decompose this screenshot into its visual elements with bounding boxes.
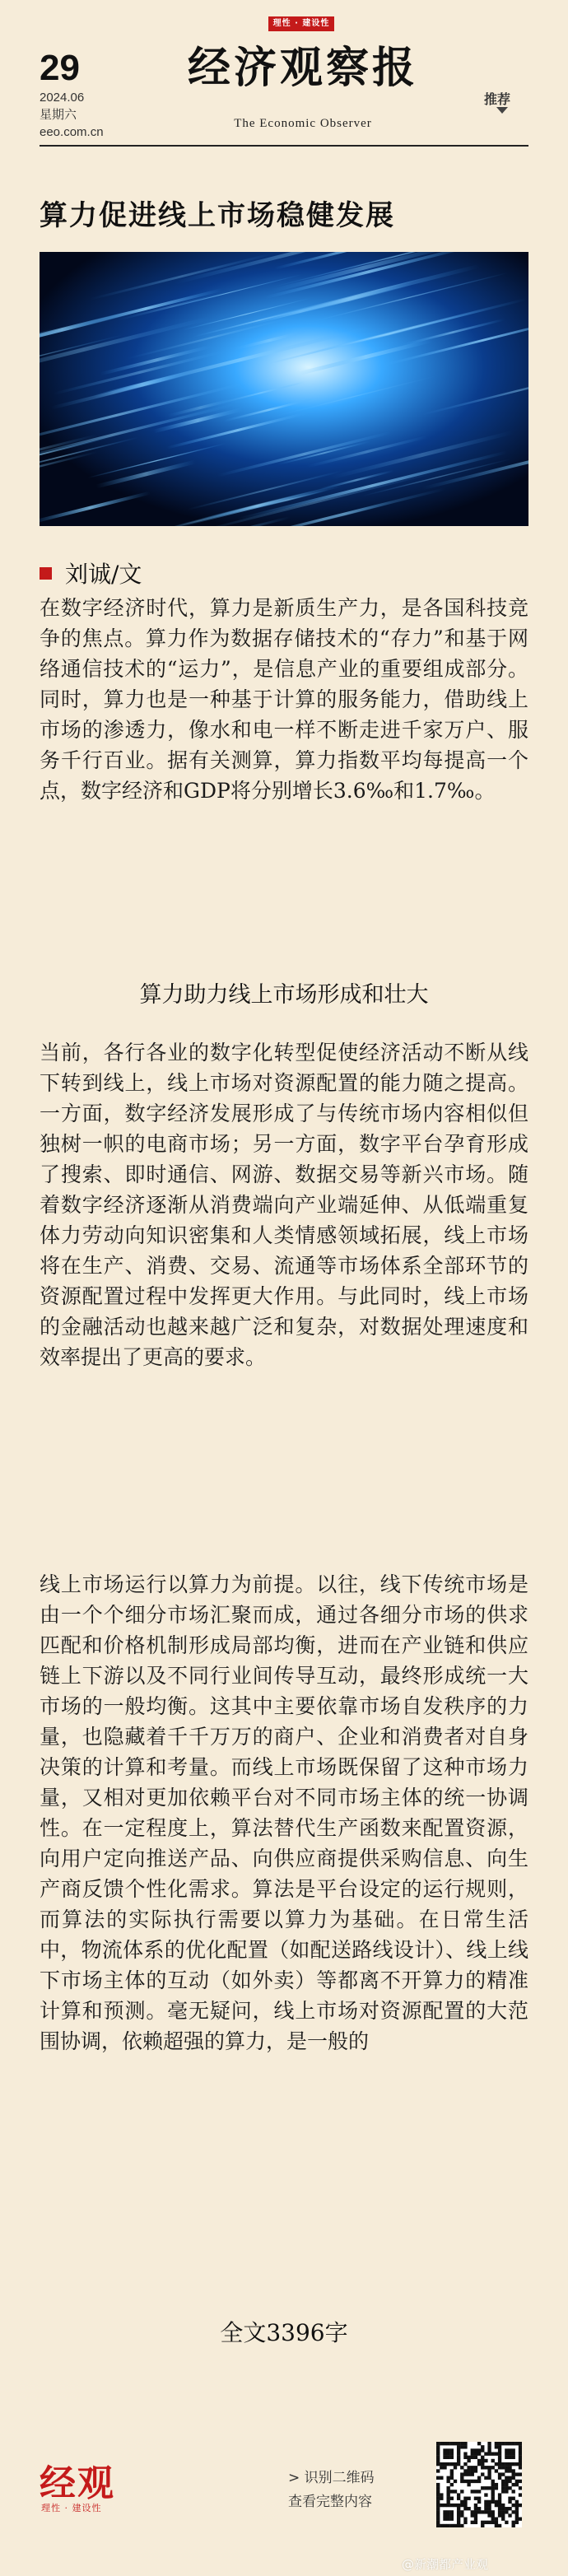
issue-meta <box>40 89 104 141</box>
brand-tagline: 理性 · 建设性 <box>268 16 334 31</box>
masthead-divider <box>40 145 528 147</box>
issue-weekday: 星期六 <box>40 108 77 122</box>
paragraph-1: 在数字经济时代，算力是新质生产力，是各国科技竞争的焦点。算力作为数据存储技术的“存力”和基于网络通信技术的“运力”，是信息产业的重要组成部分。同时，算力也是一种基于计算的服务能力，借助线上市场的渗透力，像水和电一样不断走进千家万户、服务千行百业。据有关测算，算力指数平均每提高一个点，数字经济和GDP将分别增长3.6‰和1.7‰。 <box>40 596 528 803</box>
chevron-down-icon[interactable] <box>496 107 508 114</box>
byline-marker-icon <box>40 567 52 580</box>
article-title: 算力促进线上市场稳健发展 <box>40 199 395 232</box>
recommend-button[interactable]: 推荐 <box>484 91 511 107</box>
issue-number: 29 <box>40 48 80 88</box>
hero-image <box>40 252 528 526</box>
paragraph-2: 当前，各行各业的数字化转型促使经济活动不断从线下转到线上，线上市场对资源配置的能力随之提高。一方面，数字经济发展形成了与传统市场内容相似但独树一帜的电商市场；另一方面，数字平台孕育形成了搜索、即时通信、网游、数据交易等新兴市场。随着数字经济逐渐从消费端向产业端延伸、从低端重复体力劳动向知识密集和人类情感领域拓展，线上市场将在生产、消费、交易、流通等市场体系全部环节的资源配置过程中发挥更大作用。与此同时，线上市场的金融活动也越来越广泛和复杂，对数据处理速度和效率提出了更高的要求。 <box>40 1041 528 1369</box>
website[interactable]: eeo.com.cn <box>40 125 104 139</box>
footer-logo-tagline: 理性 · 建设性 <box>41 2503 102 2513</box>
author: 刘诚/文 <box>65 561 142 588</box>
brand-name-en: The Economic Observer <box>234 117 372 130</box>
scan-hint-line2: 查看完整内容 <box>288 2494 372 2510</box>
data-streams-graphic <box>40 252 528 526</box>
section-heading: 算力助力线上市场形成和壮大 <box>139 982 429 1008</box>
masthead <box>0 0 568 140</box>
watermark: @新潮都产业观 <box>402 2557 489 2572</box>
full-text-count: 全文3396字 <box>220 2319 348 2346</box>
scan-hint-line1: > 识别二维码 <box>288 2470 375 2486</box>
truncation-fade <box>0 2190 568 2264</box>
qr-code-icon[interactable] <box>436 2442 522 2527</box>
byline <box>40 557 142 589</box>
footer-logo: 经观 <box>40 2462 115 2504</box>
paragraph-3: 线上市场运行以算力为前提。以往，线下传统市场是由一个个细分市场汇聚而成，通过各细分市场的供求匹配和价格机制形成局部均衡，进而在产业链和供应链上下游以及不同行业间传导互动，最终形成统一大市场的一般均衡。这其中主要依靠市场自发秩序的力量，也隐藏着千千万万的商户、企业和消费者对自身决策的计算和考量。而线上市场既保留了这种市场力量，又相对更加依赖平台对不同市场主体的统一协调性。在一定程度上，算法替代生产函数来配置资源，向用户定向推送产品、向供应商提供采购信息、向生产商反馈个性化需求。算法是平台设定的运行规则，而算法的实际执行需要以算力为基础。在日常生活中，物流体系的优化配置（如配送路线设计）、线上线下市场主体的互动（如外卖）等都离不开算力的精准计算和预测。毫无疑问，线上市场对资源配置的大范围协调，依赖超强的算力，是一般的 <box>40 1572 528 2053</box>
scan-hint <box>288 2467 375 2514</box>
issue-date: 2024.06 <box>40 91 85 105</box>
brand-name: 经济观察报 <box>187 43 418 93</box>
